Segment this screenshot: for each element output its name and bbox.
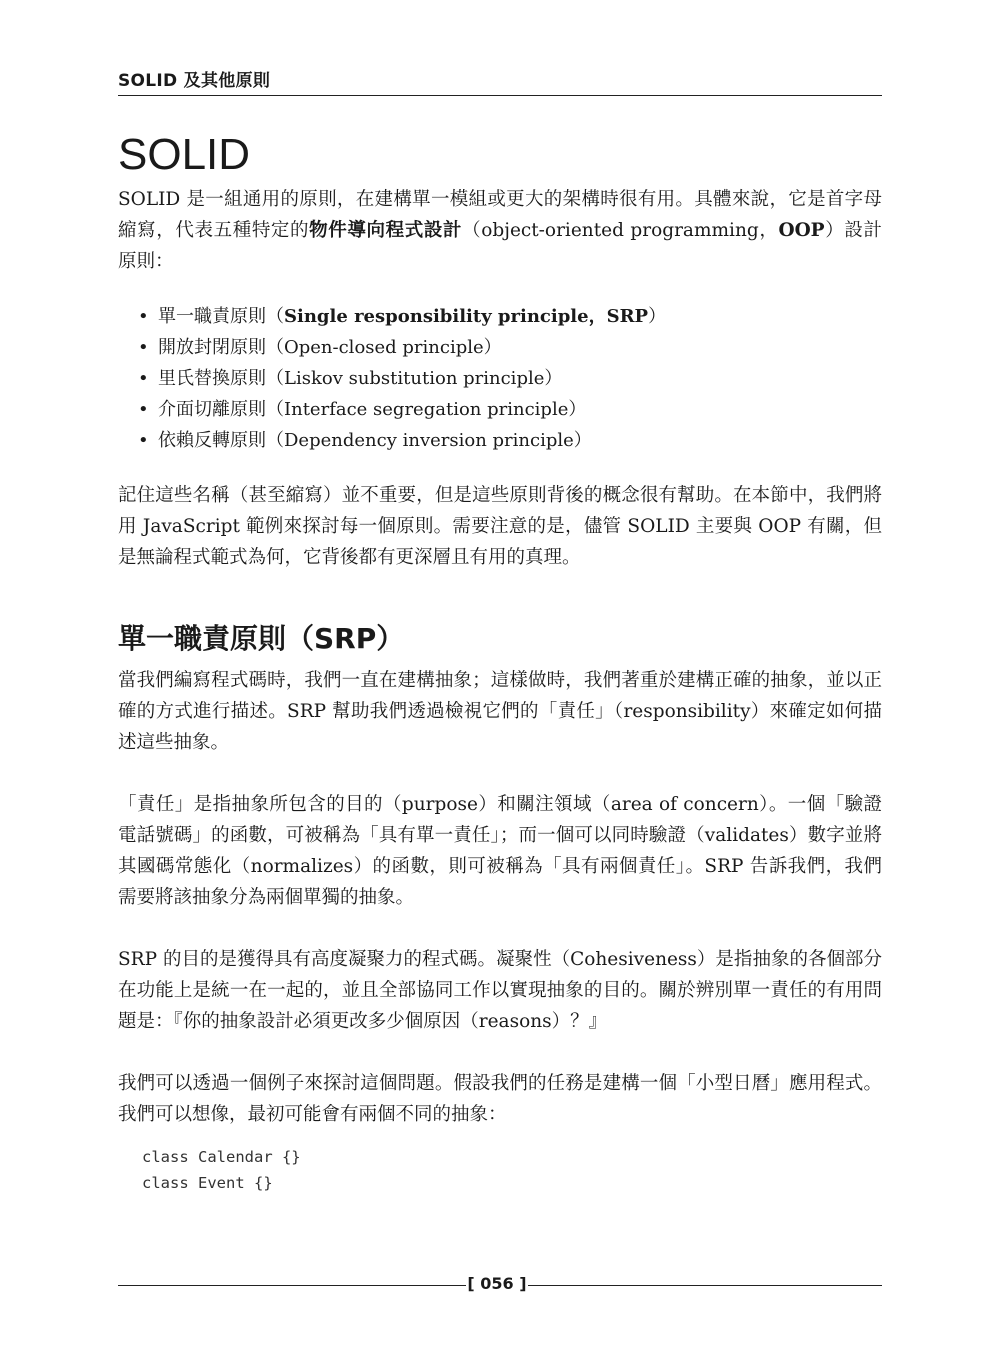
code-block [142, 1144, 882, 1196]
section-title-solid: SOLID [118, 130, 251, 179]
footer-rule-right [528, 1285, 882, 1286]
list-item-ocp [138, 332, 882, 363]
srp-paragraph-1: 當我們編寫程式碼時，我們一直在建構抽象；這樣做時，我們著重於建構正確的抽象，並以正確的方式進行描述。SRP 幫助我們透過檢視它們的「責任」（responsibility）來確定如何描述這些抽象。 [118, 670, 882, 753]
page-content [118, 128, 882, 1196]
intro-bold-oop-abbr: OOP [778, 220, 825, 241]
intro-bold-oop-term: 物件導向程式設計 [309, 220, 463, 241]
code-line: class Calendar {} [142, 1148, 301, 1166]
list-item-lsp [138, 363, 882, 394]
list-item-isp [138, 394, 882, 425]
intro-text-2: （object-oriented programming， [462, 220, 779, 241]
dip-text: 依賴反轉原則（Dependency inversion principle） [158, 430, 592, 451]
solid-intro-paragraph [118, 184, 882, 277]
intro-text-1: SOLID 是一組通用的原則，在建構單一模組或更大的架構時很有用。具體來說，它是首字母縮寫，代表五種特定的 [118, 189, 882, 241]
page-number: [ 056 ] [467, 1274, 527, 1293]
srp-paragraph-4: 我們可以透過一個例子來探討這個問題。假設我們的任務是建構一個「小型日曆」應用程式。我們可以想像，最初可能會有兩個不同的抽象： [118, 1073, 882, 1125]
srp-en-name: Single responsibility principle，SRP [284, 306, 649, 327]
intro-text-3: ）設計原則： [118, 220, 882, 272]
srp-paragraph-2: 「責任」是指抽象所包含的目的（purpose）和關注領域（area of concern）。一個「驗證電話號碼」的函數，可被稱為「具有單一責任」；而一個可以同時驗證（validates）數字並將其國碼常態化（normalizes）的函數，則可被稱為「具有兩個責任」。SRP 告訴我們，我們需要將該抽象分為兩個單獨的抽象。 [118, 794, 882, 908]
solid-principles-list [138, 301, 882, 456]
bullet-icon: • [138, 337, 149, 358]
srp-paragraph-3: SRP 的目的是獲得具有高度凝聚力的程式碼。凝聚性（Cohesiveness）是指抽象的各個部分在功能上是統一在一起的，並且全部協同工作以實現抽象的目的。關於辨別單一責任的有用問題是：『你的抽象設計必須更改多少個原因（reasons）？』 [118, 949, 882, 1032]
srp-zh-name: 單一職責原則（ [158, 306, 284, 327]
lsp-text: 里氏替換原則（Liskov substitution principle） [158, 368, 563, 389]
running-header: SOLID 及其他原則 [118, 71, 271, 91]
bullet-icon: • [138, 306, 149, 327]
solid-closing-paragraph: 記住這些名稱（甚至縮寫）並不重要，但是這些原則背後的概念很有幫助。在本節中，我們將用 JavaScript 範例來探討每一個原則。需要注意的是，儘管 SOLID 主要與 OOP 有關，但是無論程式範式為何，它背後都有更深層且有用的真理。 [118, 485, 882, 568]
footer-rule-left [118, 1285, 466, 1286]
code-line: class Event {} [142, 1174, 273, 1192]
bullet-icon: • [138, 399, 149, 420]
section-title-srp: 單一職責原則（SRP） [118, 622, 405, 655]
list-item-srp [138, 301, 882, 332]
srp-close-paren: ） [648, 306, 667, 327]
list-item-dip [138, 425, 882, 456]
isp-text: 介面切離原則（Interface segregation principle） [158, 399, 587, 420]
bullet-icon: • [138, 368, 149, 389]
header-rule [118, 95, 882, 96]
ocp-text: 開放封閉原則（Open-closed principle） [158, 337, 502, 358]
bullet-icon: • [138, 430, 149, 451]
